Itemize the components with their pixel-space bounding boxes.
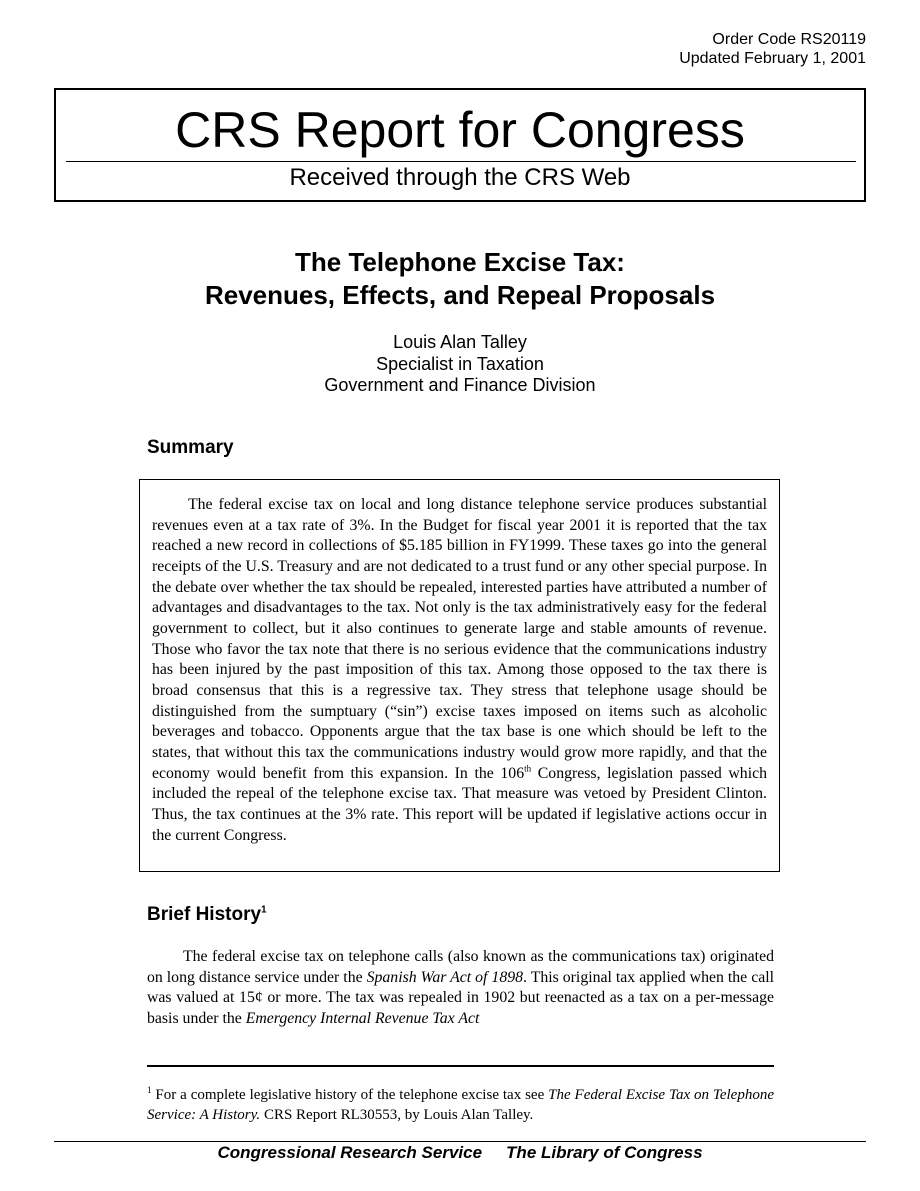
order-code-block	[679, 30, 866, 68]
author-division: Government and Finance Division	[324, 375, 596, 395]
footnote-text-part1: For a complete legislative history of the telephone excise tax see	[151, 1087, 549, 1103]
summary-box	[139, 479, 780, 872]
footer-crs: Congressional Research Service	[217, 1143, 483, 1162]
footnote-divider	[147, 1065, 774, 1067]
footer-divider	[54, 1141, 866, 1142]
author-block	[0, 332, 920, 397]
history-text-part2: . This original tax applied when the call was valued at 15¢ or more. The tax was repealed in 1902 but reenacted as a tax on a per-message basis under the	[147, 968, 774, 1028]
banner-title: CRS Report for Congress	[175, 102, 745, 158]
updated-date: Updated February 1, 2001	[679, 50, 866, 67]
brief-history-heading-text: Brief History	[147, 904, 262, 925]
history-text-part1: The federal excise tax on telephone calls (also known as the communications tax) originated on long distance service under the	[147, 948, 774, 986]
footnote	[147, 1085, 774, 1125]
history-emergency-act: Emergency Internal Revenue Tax Act	[245, 1010, 480, 1028]
author-name: Louis Alan Talley	[393, 332, 527, 352]
history-paragraph	[147, 947, 774, 1030]
summary-text-part1: The federal excise tax on local and long distance telephone service produces substantial revenues even at a tax rate of 3%. In the Budget for fiscal year 2001 it is reported that the tax reached a new record in collections of $5.185 billion in FY1999. These taxes go into the general receipts of the U.S. Treasury and are not dedicated to a trust fund or any other special purpose. In the debate over whether the tax should be repealed, interested parties have attributed a number of advantages and disadvantages to the tax. Not only is the tax administratively easy for the federal government to collect, but it also continues to generate large and stable amounts of revenue. Those who favor the tax note that there is no serious evidence that the communications industry has been injured by the past imposition of this tax. Among those opposed to the tax there is broad consensus that this is a regressive tax. They stress that telephone usage should be distinguished from the sumptuary (“sin”) excise taxes imposed on items such as alcoholic beverages and tobacco. Opponents argue that the tax base is one which should be left to the states, that without this tax the communications industry would grow more rapidly, and that the economy would benefit from this expansion. In the 106	[152, 496, 767, 782]
banner-divider	[66, 161, 856, 162]
order-code: Order Code RS20119	[712, 31, 866, 48]
summary-text-part2: Congress, legislation passed which included the repeal of the telephone excise tax. That measure was vetoed by President Clinton. Thus, the tax continues at the 3% rate. This report will be updated if legislative actions occur in the current Congress.	[152, 764, 767, 844]
footer-library: The Library of Congress	[506, 1143, 703, 1162]
banner-subtitle: Received through the CRS Web	[289, 164, 631, 191]
document-title-line1: The Telephone Excise Tax:	[295, 247, 625, 277]
footnote-reference-mark[interactable]: 1	[261, 904, 267, 916]
summary-heading: Summary	[147, 437, 234, 458]
footnote-text-part2: CRS Report RL30553, by Louis Alan Talley.	[260, 1107, 534, 1123]
footnote-mark: 1	[147, 1085, 152, 1095]
document-title	[0, 246, 920, 312]
footnote-report-title: The Federal Excise Tax on Telephone Service: A History.	[147, 1087, 774, 1123]
history-act-1898: Spanish War Act of 1898	[366, 968, 524, 986]
author-title: Specialist in Taxation	[376, 353, 544, 374]
page-footer	[0, 1143, 920, 1163]
document-title-line2: Revenues, Effects, and Repeal Proposals	[204, 280, 716, 310]
brief-history-heading	[147, 904, 267, 926]
report-banner	[54, 88, 866, 202]
summary-paragraph	[152, 495, 767, 846]
ordinal-superscript: th	[524, 763, 532, 774]
